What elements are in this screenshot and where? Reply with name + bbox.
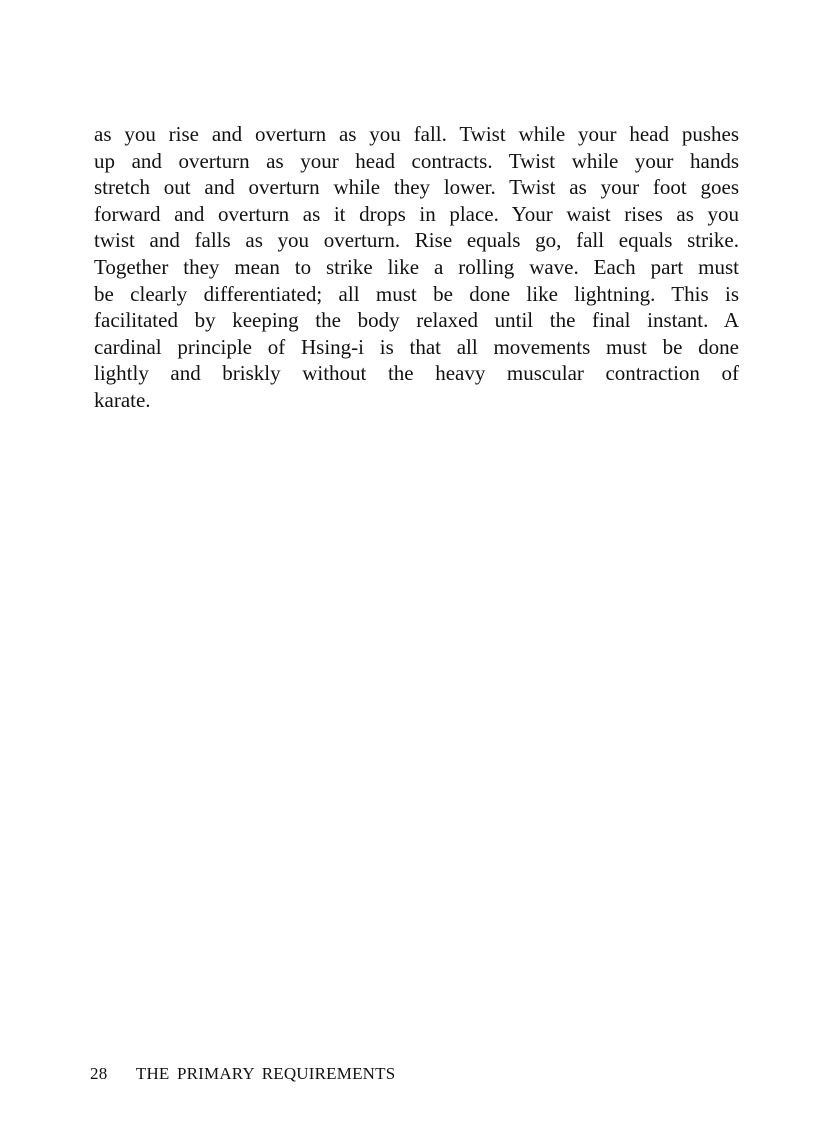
paragraph-line: twist and falls as you overturn. Rise equals go, fall equals strike. bbox=[94, 228, 739, 253]
page-footer bbox=[90, 1064, 395, 1084]
paragraph-line: lightly and briskly without the heavy muscular contraction of bbox=[94, 361, 739, 386]
body-paragraph bbox=[94, 121, 739, 414]
paragraph-line: up and overturn as your head contracts. Twist while your hands bbox=[94, 148, 739, 173]
paragraph-line: cardinal principle of Hsing-i is that all movements must be done bbox=[94, 334, 739, 359]
paragraph-line: be clearly differentiated; all must be done like lightning. This is bbox=[94, 281, 739, 306]
paragraph-line: forward and overturn as it drops in place. Your waist rises as you bbox=[94, 201, 739, 226]
paragraph-line: karate. bbox=[94, 387, 151, 412]
running-head: THE PRIMARY REQUIREMENTS bbox=[135, 1064, 396, 1083]
page-number: 28 bbox=[90, 1064, 108, 1083]
paragraph-line: stretch out and overturn while they lower. Twist as your foot goes bbox=[94, 175, 739, 200]
paragraph-line: as you rise and overturn as you fall. Twist while your head pushes bbox=[94, 122, 739, 146]
paragraph-line: facilitated by keeping the body relaxed until the final instant. A bbox=[94, 308, 739, 333]
paragraph-line: Together they mean to strike like a rolling wave. Each part must bbox=[94, 254, 739, 279]
